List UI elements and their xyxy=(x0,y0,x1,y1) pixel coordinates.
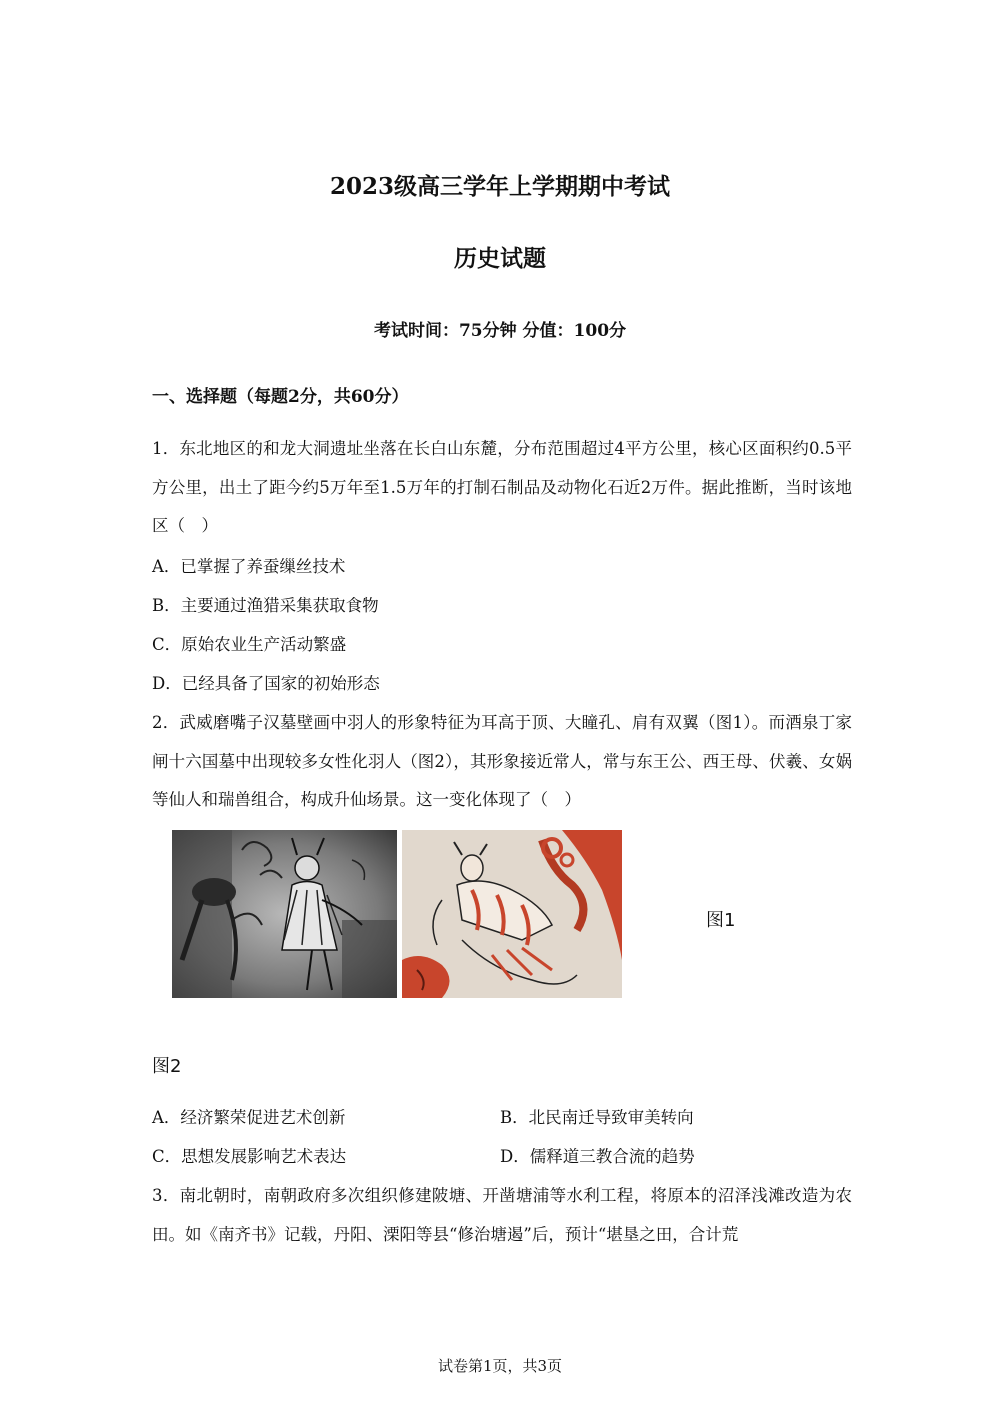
mural-image-bw xyxy=(172,830,397,998)
figure-1-label: 图1 xyxy=(706,910,736,931)
section-heading: 一、选择题（每题2分，共60分） xyxy=(152,387,409,407)
q1-option-d: D．已经具备了国家的初始形态 xyxy=(152,674,380,693)
mural-image-color xyxy=(402,830,622,998)
question-3-stem: 3．南北朝时，南朝政府多次组织修建陂塘、开凿塘浦等水利工程，将原本的沼泽浅滩改造为农田。如《南齐书》记载，丹阳、溧阳等县“修治塘遏”后，预计“堪垦之田，合计荒 xyxy=(152,1186,852,1244)
q2-option-a: A．经济繁荣促进艺术创新 xyxy=(152,1108,346,1127)
figure-2-label: 图2 xyxy=(152,1056,182,1077)
q1-option-a: A．已掌握了养蚕缫丝技术 xyxy=(152,557,346,576)
question-1-stem: 1．东北地区的和龙大洞遗址坐落在长白山东麓，分布范围超过4平方公里，核心区面积约0.5平方公里，出土了距今约5万年至1.5万年的打制石制品及动物化石近2万件。据此推断，当时该地区（ ） xyxy=(152,439,852,535)
q2-option-b: B．北民南迁导致审美转向 xyxy=(500,1108,694,1127)
page-footer: 试卷第1页，共3页 xyxy=(437,1357,563,1375)
exam-title: 2023级高三学年上学期期中考试 xyxy=(329,173,670,200)
question-2-stem: 2．武威磨嘴子汉墓壁画中羽人的形象特征为耳高于顶、大瞳孔、肩有双翼（图1）。而酒泉丁家闸十六国墓中出现较多女性化羽人（图2），其形象接近常人，常与东王公、西王母、伏羲、女娲等仙人和瑞兽组合，构成升仙场景。这一变化体现了（ ） xyxy=(152,713,852,809)
mural-color-drawing xyxy=(402,830,622,998)
mural-bw-drawing xyxy=(172,830,397,998)
q2-option-c: C．思想发展影响艺术表达 xyxy=(152,1147,347,1166)
q1-option-c: C．原始农业生产活动繁盛 xyxy=(152,635,347,654)
subject-title: 历史试题 xyxy=(454,245,546,272)
q2-option-d: D．儒释道三教合流的趋势 xyxy=(500,1147,695,1166)
q1-option-b: B．主要通过渔猎采集获取食物 xyxy=(152,596,379,615)
exam-info: 考试时间：75分钟 分值：100分 xyxy=(373,321,627,341)
